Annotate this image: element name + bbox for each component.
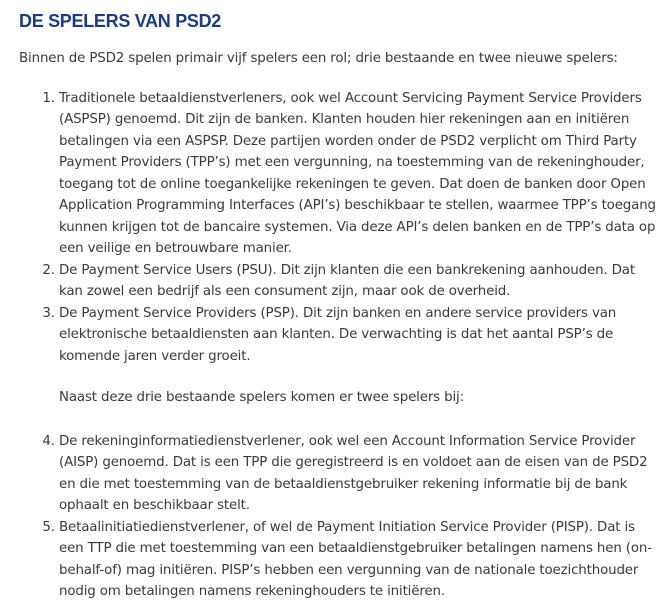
list-item: 2. De Payment Service Users (PSU). Dit zijn klanten die een bankrekening aanhouden. Dat kan zowel een bedrijf als een consument zijn, maar ook de overheid. bbox=[59, 260, 659, 303]
list-item: 4. De rekeninginformatiedienstverlener, ook wel een Account Information Service Provider (AISP) genoemd. Dat is een TPP die geregistreerd is en voldoet aan de eisen van de PSD2 en die met toestemming van de betaaldienstgebruiker rekening informatie bij de bank ophaalt en beschikbaar stelt. bbox=[59, 431, 659, 517]
list-item: 5. Betaalinitiatiedienstverlener, of wel de Payment Initiation Service Provider (PISP). Dat is een TTP die met toestemming van een betaaldienstgebruiker betalingen namens hen (on-behalf-of) mag initiëren. PISP’s hebben een vergunning van de nationale toezichthouder nodig om betalingen namens rekeninghouders te initiëren. bbox=[59, 517, 659, 603]
new-players-list bbox=[19, 431, 659, 603]
list-item: 1. Traditionele betaaldienstverleners, ook wel Account Servicing Payment Service Providers (ASPSP) genoemd. Dit zijn de banken. Klanten houden hier rekeningen aan en initiëren betalingen via een ASPSP. Deze partijen worden onder de PSD2 verplicht om Third Party Payment Providers (TPP’s) met een vergunning, na toestemming van de rekeninghouder, toegang tot de online toegankelijke rekeningen te geven. Dat doen de banken door Open Application Programming Interfaces (API’s) beschikbaar te stellen, waarmee TPP’s toegang kunnen krijgen tot de bancaire systemen. Via deze API’s delen banken en de TPP’s data op een veilige en betrouwbare manier. bbox=[59, 88, 659, 260]
list-item: 3. De Payment Service Providers (PSP). Dit zijn banken en andere service providers van elektronische betaaldiensten aan klanten. De verwachting is dat het aantal PSP’s de komende jaren verder groeit. bbox=[59, 303, 659, 368]
page-title: DE SPELERS VAN PSD2 bbox=[19, 11, 222, 31]
intro-paragraph: Binnen de PSD2 spelen primair vijf spelers een rol; drie bestaande en twee nieuwe spelers: bbox=[19, 51, 618, 66]
transition-paragraph: Naast deze drie bestaande spelers komen er twee spelers bij: bbox=[59, 390, 464, 405]
existing-players-list bbox=[19, 88, 659, 368]
